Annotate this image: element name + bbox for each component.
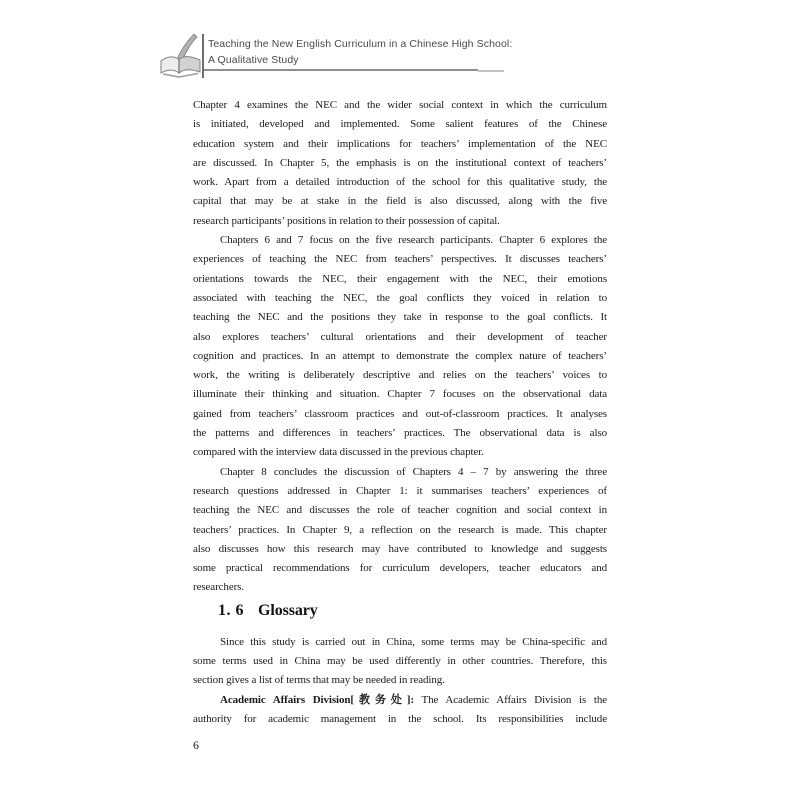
text-line: also explores teachers’ cultural orientations and their development of teacher xyxy=(193,330,607,343)
text-line: Chapter 4 examines the NEC and the wider social context in which the curriculum xyxy=(193,99,607,111)
text-line: Chapters 6 and 7 focus on the five research participants. Chapter 6 explores the xyxy=(220,234,607,247)
header-rule-shadow xyxy=(478,70,504,72)
text-line: teachers’ practices. In Chapter 9, a reflection on the research is made. This chapter xyxy=(193,523,607,536)
text-line: work. Apart from a detailed introduction of the school for this qualitative study, the xyxy=(193,176,607,189)
text-line: Chapter 8 concludes the discussion of Chapters 4 – 7 by answering the three xyxy=(220,465,607,478)
text-line: compared with the interview data discussed in the previous chapter. xyxy=(193,446,484,459)
text-line: Since this study is carried out in China, some terms may be China-specific and xyxy=(220,635,607,648)
text-line: cognition and practices. In an attempt to demonstrate the complex nature of teachers’ xyxy=(193,349,607,362)
text-line: research participants’ positions in relation to their possession of capital. xyxy=(193,214,500,227)
text-line xyxy=(193,691,607,710)
section-title: Glossary xyxy=(258,601,318,619)
text-body xyxy=(193,96,607,729)
text-line: orientations towards the NEC, their engagement with the NEC, their emotions xyxy=(193,272,607,285)
text-line: education system and their implications for teachers’ implementation of the NEC xyxy=(193,137,607,150)
text-line: also discusses how this research may have contributed to knowledge and suggests xyxy=(193,542,607,555)
text-line: teaching the NEC and the positions they take in response to the goal conflicts. It xyxy=(193,311,607,324)
text-line: illuminate their thinking and situation. Chapter 7 focuses on the observational data xyxy=(193,388,607,401)
section-heading xyxy=(193,600,607,622)
text-line: gained from teachers’ classroom practices and out-of-classroom practices. It analyses xyxy=(193,407,607,420)
text-line: researchers. xyxy=(193,581,245,594)
running-title-line1: Teaching the New English Curriculum in a Chinese High School: xyxy=(208,38,513,50)
running-header xyxy=(208,36,512,68)
glossary-term: Academic Affairs Division xyxy=(220,693,351,706)
header-divider xyxy=(202,34,204,78)
section-number: 1. 6 xyxy=(218,601,244,619)
text-line: some terms used in China may be used differently in other countries. Therefore, this xyxy=(193,655,607,668)
header-rule xyxy=(204,69,478,71)
page-number: 6 xyxy=(193,738,199,752)
text-line: teaching the NEC and discusses the role of teacher cognition and social context in xyxy=(193,504,607,517)
running-title-line2: A Qualitative Study xyxy=(208,54,299,66)
text-line: work, the writing is deliberately descriptive and relies on the teachers’ voices to xyxy=(193,369,607,382)
glossary-term: [教务处]: xyxy=(350,693,415,706)
text-line: the patterns and differences in teachers’ practices. The observational data is also xyxy=(193,427,607,440)
text-line: capital that may be at stake in the field is also discussed, along with the five xyxy=(193,195,607,208)
text-line: are discussed. In Chapter 5, the emphasis is on the institutional context of teachers’ xyxy=(193,156,607,169)
text-line: some practical recommendations for curriculum developers, teacher educators and xyxy=(193,562,607,575)
open-book-quill-icon xyxy=(158,31,204,81)
text-line: research questions addressed in Chapter 1: it summarises teachers’ experiences of xyxy=(193,484,607,497)
text-line xyxy=(193,710,607,729)
text-line: is initiated, developed and implemented. Some salient features of the Chinese xyxy=(193,118,607,131)
glossary-definition: authority for academic management in the school. Its responsibilities include xyxy=(193,712,607,725)
text-line: experiences of teaching the NEC from teachers’ perspectives. It discusses teachers’ xyxy=(193,253,607,266)
text-line: section gives a list of terms that may be needed in reading. xyxy=(193,674,445,687)
glossary-definition: The Academic Affairs Division is the xyxy=(414,693,607,706)
text-line: associated with teaching the NEC, the goal conflicts they voiced in relation to xyxy=(193,291,607,304)
